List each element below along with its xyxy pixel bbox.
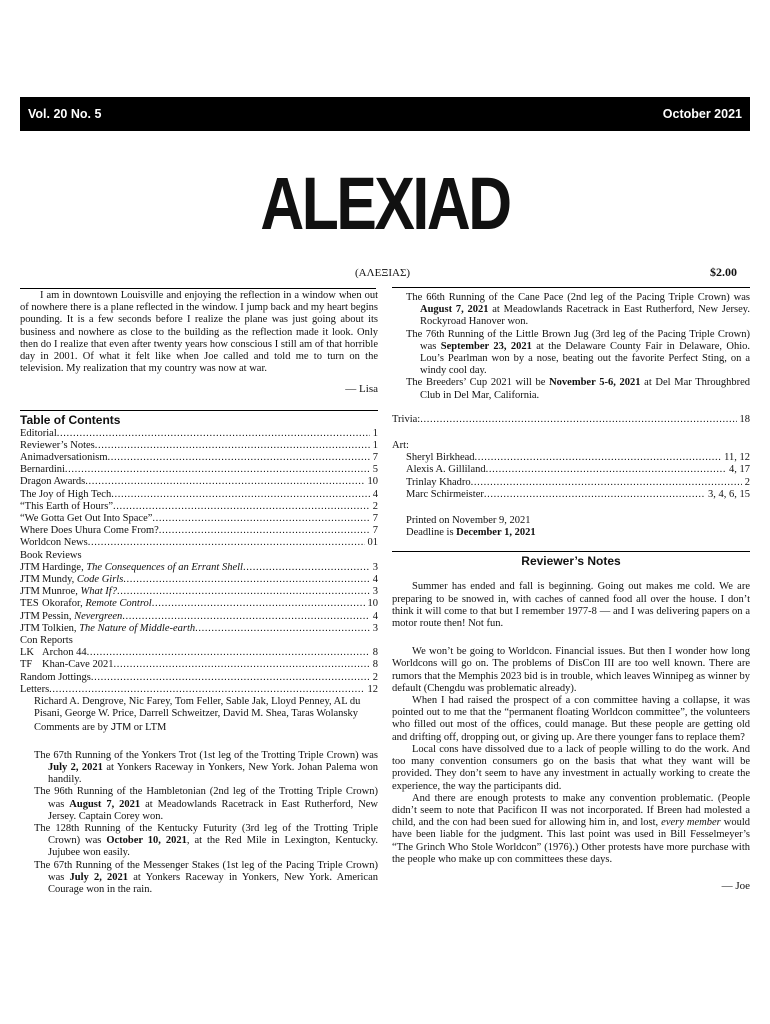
reviewers-notes-heading: Reviewer’s Notes (521, 554, 621, 569)
reviewers-paragraph: We won’t be going to Worldcon. Financial issues. But then I wonder how long Worldcons will go on. The problems of DisCon III are too well known. There are rumors that the Memphis 2023 bid is in trouble, which leaves Winnipeg as winner by default (Chengdu was problematic already). (392, 646, 750, 694)
toc-entry[interactable]: Random Jottings . . . 2 (20, 672, 378, 684)
race-entry: The 76th Running of the Little Brown Jug (3rd leg of the Pacing Triple Crown) was September 23, 2021 at the Delaware County Fair in Delaware, Ohio. Lou’s Pearlman won by a nose, beating out the favorite Perfect Sting, on a windy cool day. (406, 328, 751, 377)
art-entry[interactable]: Alexis A. Gilliland . . . 4, 17 (392, 464, 750, 476)
race-entry: The 67th Running of the Messenger Stakes (1st leg of the Pacing Triple Crown) was July 2, 2021 at Yonkers Raceway in Yonkers, New York. American Courage won in the rain. (34, 859, 379, 895)
con-report-entry[interactable]: TF Khan-Cave 2021 . . . 8 (20, 659, 378, 671)
race-entry: The 67th Running of the Yonkers Trot (1st leg of the Trotting Triple Crown) was July 2, 2021 at Yonkers Raceway in Yonkers, New York. Johan Palema won handily. (34, 749, 378, 786)
race-entry: The 96th Running of the Hambletonian (2nd leg of the Trotting Triple Crown) was August 7, 2021 at Meadowlands Racetrack in East Rutherford, New Jersey. Captain Corey won. (34, 786, 379, 822)
editorial-signature: — Lisa (345, 383, 378, 396)
toc-entry[interactable]: Letters . . . 12 (20, 684, 378, 696)
issue-price: $2.00 (710, 265, 737, 279)
toc-entry[interactable]: “This Earth of Hours” . . . 2 (20, 501, 378, 513)
editorial-text: I am in downtown Louisville and enjoying the reflection in a window when out of nowhere there is a plane reflected in the window. I jump back and my heart begins pounding. It is a few seconds before I realize the plane was just going about its business and nowhere as close to the building as the reflection made it look. Only then do I realize that even after twenty years how conscious I still am of that horrible day in 2001. Of what it felt like when Joe called and told me to turn on the television. My realization that my country was now at war. (20, 290, 378, 375)
book-reviews-label: Book Reviews (20, 549, 82, 561)
toc-entry[interactable]: Animadversationism . . . 7 (20, 452, 378, 464)
volume-number: Vol. 20 No. 5 (28, 106, 102, 121)
toc-entry[interactable]: The Joy of High Tech . . . 4 (20, 489, 378, 501)
letters-contributors: Richard A. Dengrove, Nic Farey, Tom Feller, Sable Jak, Lloyd Penney, AL du Pisani, George W. Price, Darrell Schweitzer, David M. Shea, Taras Wolansky (34, 696, 361, 720)
toc-rule (20, 410, 378, 411)
book-review-entry[interactable]: JTM Hardinge, The Consequences of an Errant Shell . . . 3 (20, 562, 378, 574)
book-review-entry[interactable]: JTM Mundy, Code Girls . . . 4 (20, 574, 378, 586)
book-review-entry[interactable]: JTM Pessin, Nevergreen . . . 4 (20, 611, 378, 623)
toc-entry[interactable]: Reviewer’s Notes . . . 1 (20, 440, 378, 452)
reviewers-paragraph: Local cons have dissolved due to a lack of people willing to do the work. And too many convention consumers go on the basis that what they want will be provided. They don’t seem to have any investment in actually working to create the experience, the way the participants did. (392, 743, 750, 792)
toc-entry[interactable]: Editorial . . . 1 (20, 428, 378, 440)
right-rule (392, 287, 750, 288)
art-label: Art: (392, 440, 409, 452)
masthead-greek: (ΑΛΕΞΙΑΣ) (355, 267, 411, 279)
pacing-races (392, 292, 750, 402)
printed-date: Printed on November 9, 2021 (406, 515, 531, 527)
book-review-entry[interactable]: JTM Tolkien, The Nature of Middle-earth . . . 3 (20, 623, 378, 635)
trotting-races (20, 750, 378, 896)
reviewers-signature: — Joe (721, 879, 750, 892)
toc-entry[interactable]: Dragon Awards . . . 10 (20, 476, 378, 488)
left-rule (20, 288, 376, 289)
trivia-entry[interactable]: Trivia: . . . 18 (392, 414, 750, 426)
race-entry: The 128th Running of the Kentucky Futurity (3rd leg of the Trotting Triple Crown) was October 10, 2021, at the Red Mile in Lexington, Kentucky. Jujubee won easily. (34, 822, 378, 859)
toc-entry[interactable]: Bernardini . . . 5 (20, 464, 378, 476)
reviewers-paragraph: And there are enough protests to make any convention problematic. (People didn’t seem to note that Pacificon II was not incorporated. If Breen had molested a child, and the con had been sued for allowing him in, and lost, every member would have been liable for the judgment. This last point was used in Bill Fesselmeyer’s “The Grinch Who Stole Worldcon” (1976).) Other protests have more purchase with the people who make up con committees these days. (392, 792, 750, 865)
toc-entry[interactable]: Where Does Uhura Come From? . . . 7 (20, 525, 378, 537)
toc-heading: Table of Contents (20, 412, 121, 427)
art-entry[interactable]: Trinlay Khadro . . . 2 (392, 477, 750, 489)
issue-date: October 2021 (662, 106, 742, 121)
book-review-entry[interactable]: TES Okorafor, Remote Control . . . 10 (20, 598, 378, 610)
race-entry: The Breeders’ Cup 2021 will be November 5-6, 2021 at Del Mar Throughbred Club in Del Mar, California. (406, 377, 751, 401)
toc-entry[interactable]: “We Gotta Get Out Into Space” . . . 7 (20, 513, 378, 525)
comments-note: Comments are by JTM or LTM (34, 720, 167, 733)
right-column (392, 292, 750, 892)
race-entry: The 66th Running of the Cane Pace (2nd leg of the Pacing Triple Crown) was August 7, 2021 at Meadowlands Racetrack in East Rutherford, New Jersey. Rockyroad Hanover won. (406, 292, 750, 328)
header-band (20, 97, 750, 131)
toc-entry[interactable]: Worldcon News . . . 01 (20, 537, 378, 549)
book-review-entry[interactable]: JTM Munroe, What If? . . . 3 (20, 586, 378, 598)
con-report-entry[interactable]: LK Archon 44 . . . 8 (20, 647, 378, 659)
left-column (20, 290, 378, 896)
art-entry[interactable]: Sheryl Birkhead . . . 11, 12 (392, 452, 750, 464)
masthead-title: ALEXIAD (260, 162, 510, 245)
toc-list (20, 428, 378, 734)
reviewers-paragraph: Summer has ended and fall is beginning. Going out makes me cold. We are preparing to be snowed in, with caches of canned food all over the house. I don’t think it will come to that but I remember 1977-8 — and I was delivering papers on a motor route then! Not fun. (392, 581, 750, 630)
deadline: Deadline is December 1, 2021 (406, 527, 536, 539)
con-reports-label: Con Reports (20, 635, 73, 647)
reviewers-rule (392, 551, 750, 552)
art-entry[interactable]: Marc Schirmeister . . . 3, 4, 6, 15 (392, 489, 750, 501)
reviewers-paragraph: When I had raised the prospect of a con committee having a collapse, it was pointed out to me that the “permanent floating Worldcon committee”, the volunteers who filled out most of the offices, could manage. But these people are getting old and drifting off, dropping out, or giving up. Are there younger fans to replace them? (392, 695, 750, 743)
